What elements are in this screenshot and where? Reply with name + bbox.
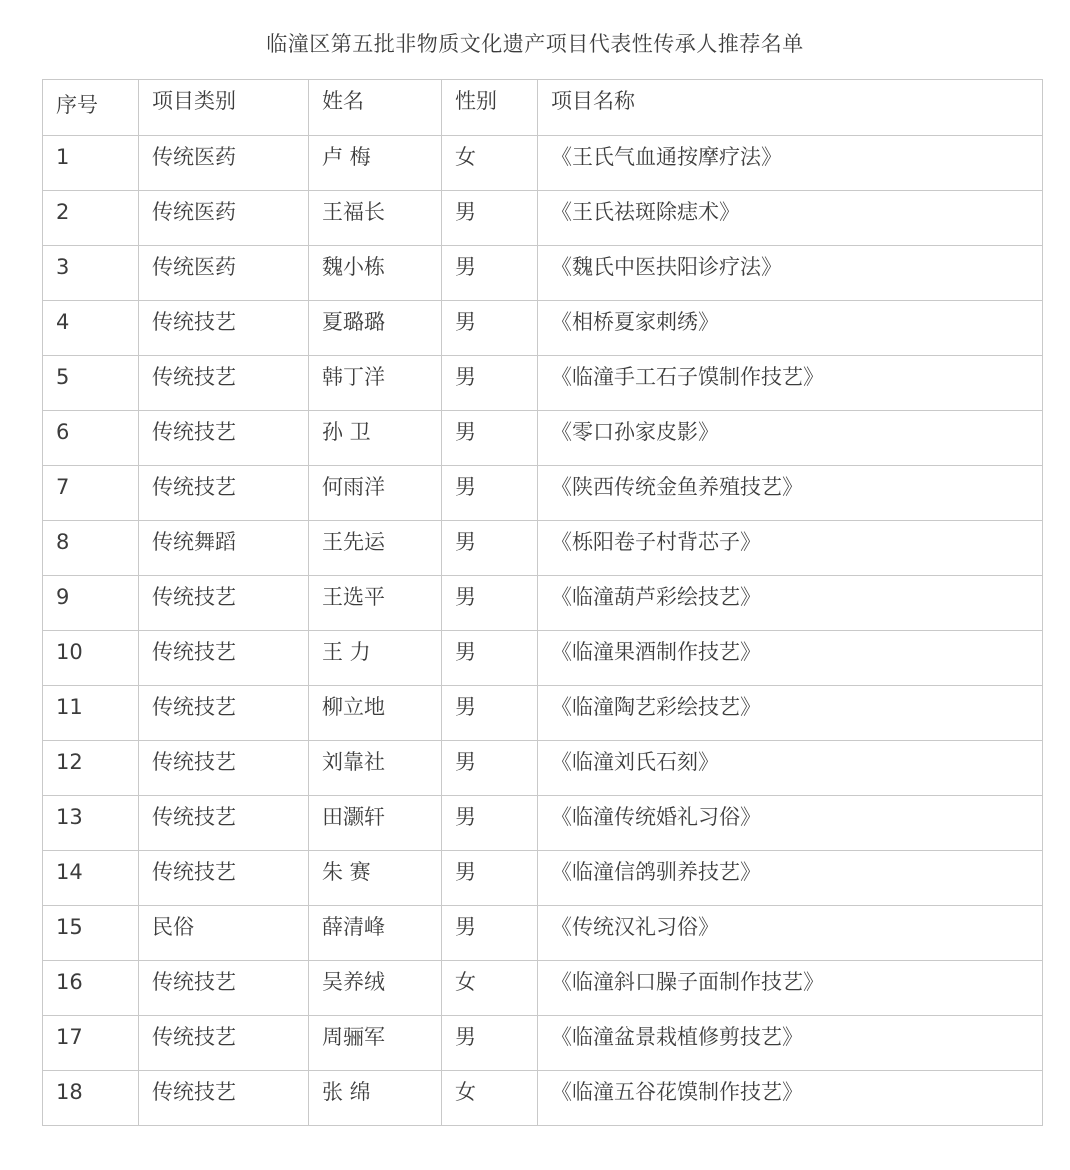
table-row [43,961,1043,1016]
cell-project-category: 传统技艺 [139,796,309,851]
cell-serial-number: 17 [43,1016,139,1071]
cell-project-name: 《临潼信鸽驯养技艺》 [538,851,1043,906]
cell-serial-number: 2 [43,191,139,246]
header-project-name: 项目名称 [538,80,1043,136]
cell-serial-number: 1 [43,136,139,191]
cell-project-name: 《相桥夏家刺绣》 [538,301,1043,356]
table-row [43,686,1043,741]
cell-project-name: 《王氏祛斑除痣术》 [538,191,1043,246]
cell-gender: 男 [442,246,538,301]
table-row [43,521,1043,576]
cell-name: 卢 梅 [309,136,442,191]
cell-gender: 男 [442,466,538,521]
header-serial-number: 序号 [43,80,139,136]
cell-serial-number: 9 [43,576,139,631]
cell-serial-number: 18 [43,1071,139,1126]
cell-gender: 女 [442,961,538,1016]
cell-project-category: 传统技艺 [139,356,309,411]
cell-project-category: 传统技艺 [139,1016,309,1071]
table-body [43,136,1043,1126]
cell-gender: 男 [442,301,538,356]
cell-project-category: 传统技艺 [139,576,309,631]
cell-name: 何雨洋 [309,466,442,521]
cell-gender: 男 [442,411,538,466]
table-row [43,906,1043,961]
header-name: 姓名 [309,80,442,136]
table-row [43,466,1043,521]
cell-gender: 男 [442,191,538,246]
cell-project-name: 《临潼葫芦彩绘技艺》 [538,576,1043,631]
cell-serial-number: 12 [43,741,139,796]
cell-gender: 男 [442,631,538,686]
cell-project-name: 《王氏气血通按摩疗法》 [538,136,1043,191]
table-row [43,136,1043,191]
cell-name: 柳立地 [309,686,442,741]
cell-gender: 女 [442,1071,538,1126]
table-row [43,741,1043,796]
cell-serial-number: 16 [43,961,139,1016]
header-project-category: 项目类别 [139,80,309,136]
cell-serial-number: 11 [43,686,139,741]
cell-project-category: 传统技艺 [139,301,309,356]
cell-project-name: 《传统汉礼习俗》 [538,906,1043,961]
cell-gender: 男 [442,576,538,631]
cell-serial-number: 8 [43,521,139,576]
cell-project-name: 《临潼传统婚礼习俗》 [538,796,1043,851]
cell-project-category: 民俗 [139,906,309,961]
cell-name: 王福长 [309,191,442,246]
cell-project-name: 《临潼刘氏石刻》 [538,741,1043,796]
cell-project-name: 《临潼五谷花馍制作技艺》 [538,1071,1043,1126]
cell-name: 王先运 [309,521,442,576]
cell-name: 田灏轩 [309,796,442,851]
recommendation-table [42,79,1043,1126]
cell-name: 魏小栋 [309,246,442,301]
table-row [43,301,1043,356]
cell-name: 张 绵 [309,1071,442,1126]
cell-serial-number: 6 [43,411,139,466]
cell-project-category: 传统技艺 [139,466,309,521]
cell-project-category: 传统技艺 [139,961,309,1016]
table-row [43,851,1043,906]
cell-project-category: 传统技艺 [139,1071,309,1126]
cell-project-category: 传统技艺 [139,411,309,466]
table-header-row [43,80,1043,136]
cell-project-category: 传统技艺 [139,631,309,686]
cell-serial-number: 5 [43,356,139,411]
cell-project-name: 《陕西传统金鱼养殖技艺》 [538,466,1043,521]
cell-gender: 男 [442,906,538,961]
cell-name: 周骊军 [309,1016,442,1071]
cell-gender: 男 [442,796,538,851]
table-row [43,631,1043,686]
cell-project-name: 《临潼斜口臊子面制作技艺》 [538,961,1043,1016]
cell-name: 夏璐璐 [309,301,442,356]
cell-name: 薛清峰 [309,906,442,961]
cell-project-category: 传统医药 [139,246,309,301]
cell-project-name: 《临潼盆景栽植修剪技艺》 [538,1016,1043,1071]
cell-project-category: 传统技艺 [139,741,309,796]
cell-serial-number: 4 [43,301,139,356]
table-row [43,1071,1043,1126]
table-row [43,411,1043,466]
cell-name: 韩丁洋 [309,356,442,411]
cell-name: 王选平 [309,576,442,631]
cell-gender: 男 [442,521,538,576]
cell-gender: 男 [442,686,538,741]
table-row [43,246,1043,301]
cell-project-category: 传统医药 [139,136,309,191]
header-gender: 性别 [442,80,538,136]
cell-serial-number: 3 [43,246,139,301]
table-row [43,191,1043,246]
cell-project-name: 《栎阳卷子村背芯子》 [538,521,1043,576]
cell-gender: 男 [442,741,538,796]
table-row [43,1016,1043,1071]
cell-name: 吴养绒 [309,961,442,1016]
table-row [43,576,1043,631]
table-row [43,796,1043,851]
page-title: 临潼区第五批非物质文化遗产项目代表性传承人推荐名单 [266,32,804,56]
cell-project-name: 《临潼果酒制作技艺》 [538,631,1043,686]
cell-gender: 女 [442,136,538,191]
cell-name: 刘靠社 [309,741,442,796]
cell-name: 王 力 [309,631,442,686]
cell-gender: 男 [442,1016,538,1071]
cell-serial-number: 7 [43,466,139,521]
cell-project-category: 传统医药 [139,191,309,246]
cell-name: 朱 赛 [309,851,442,906]
table-row [43,356,1043,411]
cell-project-name: 《零口孙家皮影》 [538,411,1043,466]
cell-name: 孙 卫 [309,411,442,466]
cell-gender: 男 [442,851,538,906]
cell-project-name: 《临潼陶艺彩绘技艺》 [538,686,1043,741]
cell-serial-number: 13 [43,796,139,851]
cell-gender: 男 [442,356,538,411]
cell-serial-number: 15 [43,906,139,961]
cell-project-category: 传统技艺 [139,851,309,906]
cell-serial-number: 10 [43,631,139,686]
cell-project-name: 《临潼手工石子馍制作技艺》 [538,356,1043,411]
cell-serial-number: 14 [43,851,139,906]
cell-project-category: 传统技艺 [139,686,309,741]
cell-project-name: 《魏氏中医扶阳诊疗法》 [538,246,1043,301]
cell-project-category: 传统舞蹈 [139,521,309,576]
